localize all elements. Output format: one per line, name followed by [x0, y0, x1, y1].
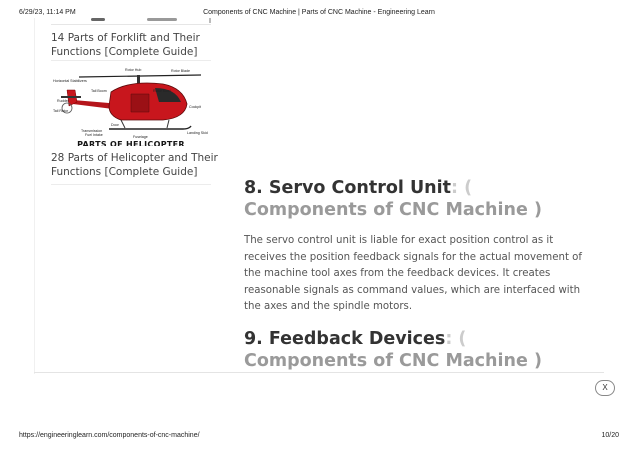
door	[131, 94, 149, 112]
print-url: https://engineeringlearn.com/components-of-cnc-machine/	[19, 432, 200, 439]
print-page-title: Components of CNC Machine | Parts of CNC Machine - Engineering Learn	[203, 9, 435, 16]
divider	[51, 184, 211, 185]
heading-separator: : (	[451, 178, 473, 198]
svg-text:Rotor Hub: Rotor Hub	[125, 68, 142, 72]
ad-separator-line	[34, 372, 604, 373]
svg-text:Rotor Mast: Rotor Mast	[153, 89, 171, 93]
svg-text:Fuselage: Fuselage	[133, 135, 148, 139]
section-heading-feedback-devices	[244, 328, 594, 372]
heading-subtitle: Components of CNC Machine )	[244, 350, 542, 371]
rotor-mast	[137, 75, 140, 84]
sidebar-post-forklift-link[interactable]: 14 Parts of Forklift and Their Functions [Complete Guide]	[51, 32, 200, 58]
previous-card-remnant	[51, 18, 211, 25]
svg-text:Landing Skid: Landing Skid	[187, 131, 208, 135]
heading-text: 9. Feedback Devices	[244, 328, 446, 349]
print-page-number: 10/20	[601, 432, 619, 439]
heading-subtitle: Components of CNC Machine )	[244, 200, 542, 220]
section-paragraph: The servo control unit is liable for exact position control as it receives the position feedback signals for the actual movement of the machine tool axes from the feedback devices. It creates reasonable signals as command values, which are interfaced with the axes and the spindle motors.	[244, 235, 583, 312]
svg-text:Transmission: Transmission	[81, 129, 103, 133]
svg-text:Door: Door	[111, 123, 119, 127]
svg-text:Rudder: Rudder	[57, 99, 69, 103]
print-datetime: 6/29/23, 11:14 PM	[19, 9, 76, 16]
sidebar	[34, 18, 223, 374]
svg-text:Horizontal Stabilizers: Horizontal Stabilizers	[53, 79, 87, 83]
article-content	[244, 177, 594, 372]
divider	[51, 60, 211, 61]
helicopter-diagram	[51, 66, 211, 146]
section-heading-servo-control-unit	[244, 177, 594, 221]
thumbnail-caption: PARTS OF HELICOPTER	[77, 140, 185, 146]
heading-text: 8. Servo Control Unit	[244, 178, 452, 198]
sidebar-post-helicopter-link[interactable]: 28 Parts of Helicopter and Their Functions [Complete Guide]	[51, 152, 218, 178]
helicopter-thumbnail[interactable]	[51, 66, 211, 146]
svg-text:Tail Boom: Tail Boom	[91, 89, 107, 93]
close-ad-button[interactable]: X	[595, 380, 615, 396]
svg-text:Rotor Blade: Rotor Blade	[171, 69, 190, 73]
svg-text:Cockpit: Cockpit	[189, 105, 201, 109]
landing-skid	[109, 126, 191, 129]
horizontal-stabilizer	[61, 96, 81, 98]
svg-text:Fuel Intake: Fuel Intake	[85, 133, 103, 137]
svg-text:Tail Rotor: Tail Rotor	[53, 109, 69, 113]
print-footer	[0, 432, 638, 444]
heading-separator: : (	[445, 328, 467, 349]
